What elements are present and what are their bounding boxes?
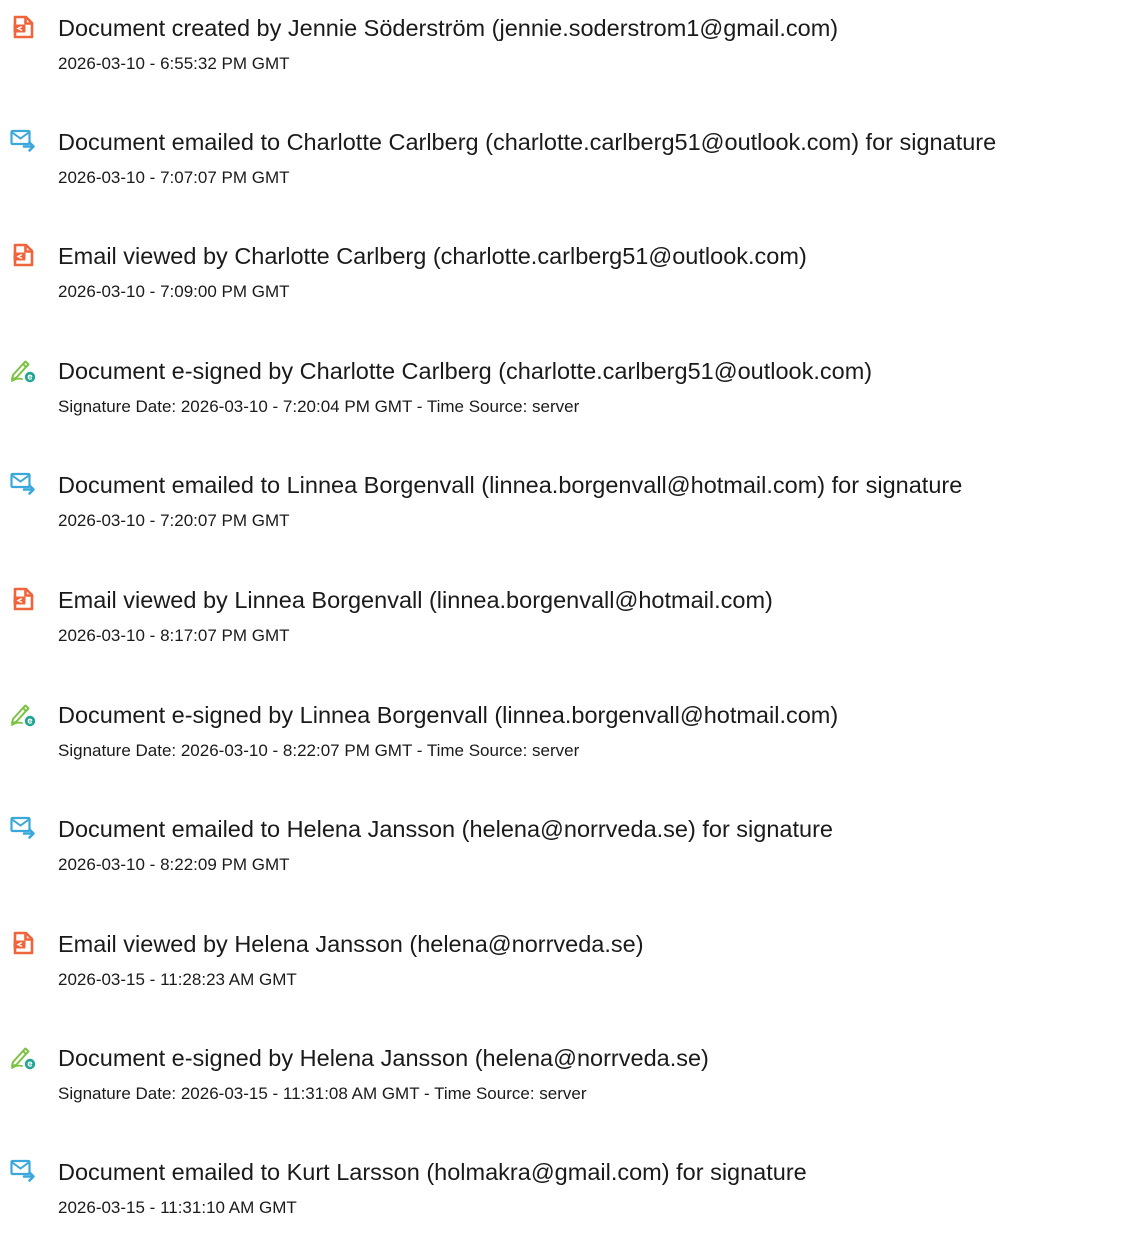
signature-details: Signature Date: 2026-03-10 - 8:22:07 PM GMT - Time Source: server xyxy=(58,741,580,760)
document-icon xyxy=(10,586,36,612)
audit-event xyxy=(0,242,1122,342)
event-timestamp: 2026-03-15 - 11:28:23 AM GMT xyxy=(58,970,297,989)
event-description: Document emailed to Helena Jansson (helena@norrveda.se) for signature xyxy=(58,816,833,842)
event-timestamp: 2026-03-10 - 8:17:07 PM GMT xyxy=(58,626,290,645)
email-icon xyxy=(10,815,36,841)
audit-event xyxy=(0,357,1122,457)
audit-event xyxy=(0,930,1122,1030)
event-timestamp: 2026-03-10 - 6:55:32 PM GMT xyxy=(58,54,290,73)
audit-event xyxy=(0,815,1122,915)
email-icon xyxy=(10,471,36,497)
document-icon xyxy=(10,14,36,40)
event-description: Document emailed to Kurt Larsson (holmakra@gmail.com) for signature xyxy=(58,1159,807,1185)
event-description: Document e-signed by Charlotte Carlberg (charlotte.carlberg51@outlook.com) xyxy=(58,358,873,384)
audit-event xyxy=(0,128,1122,228)
audit-event xyxy=(0,1158,1122,1258)
event-description: Email viewed by Charlotte Carlberg (charlotte.carlberg51@outlook.com) xyxy=(58,243,807,269)
audit-event xyxy=(0,471,1122,571)
esign-pen-icon xyxy=(10,701,36,727)
event-description: Document emailed to Charlotte Carlberg (charlotte.carlberg51@outlook.com) for signature xyxy=(58,129,997,155)
signature-details: Signature Date: 2026-03-10 - 7:20:04 PM GMT - Time Source: server xyxy=(58,397,580,416)
audit-event xyxy=(0,586,1122,686)
document-icon xyxy=(10,930,36,956)
event-description: Email viewed by Helena Jansson (helena@norrveda.se) xyxy=(58,931,644,957)
esign-pen-icon xyxy=(10,357,36,383)
event-description: Document emailed to Linnea Borgenvall (linnea.borgenvall@hotmail.com) for signature xyxy=(58,472,963,498)
event-timestamp: 2026-03-10 - 7:09:00 PM GMT xyxy=(58,282,290,301)
event-description: Document e-signed by Helena Jansson (helena@norrveda.se) xyxy=(58,1045,709,1071)
event-timestamp: 2026-03-15 - 11:31:10 AM GMT xyxy=(58,1198,297,1217)
email-icon xyxy=(10,1158,36,1184)
email-icon xyxy=(10,128,36,154)
event-description: Document created by Jennie Söderström (jennie.soderstrom1@gmail.com) xyxy=(58,15,839,41)
event-timestamp: 2026-03-10 - 7:07:07 PM GMT xyxy=(58,168,290,187)
document-icon xyxy=(10,242,36,268)
event-description: Document e-signed by Linnea Borgenvall (linnea.borgenvall@hotmail.com) xyxy=(58,702,839,728)
signature-details: Signature Date: 2026-03-15 - 11:31:08 AM GMT - Time Source: server xyxy=(58,1084,587,1103)
audit-event xyxy=(0,1044,1122,1144)
event-timestamp: 2026-03-10 - 7:20:07 PM GMT xyxy=(58,511,290,530)
esign-pen-icon xyxy=(10,1044,36,1070)
event-timestamp: 2026-03-10 - 8:22:09 PM GMT xyxy=(58,855,290,874)
audit-event xyxy=(0,701,1122,801)
audit-event xyxy=(0,14,1122,114)
event-description: Email viewed by Linnea Borgenvall (linnea.borgenvall@hotmail.com) xyxy=(58,587,773,613)
